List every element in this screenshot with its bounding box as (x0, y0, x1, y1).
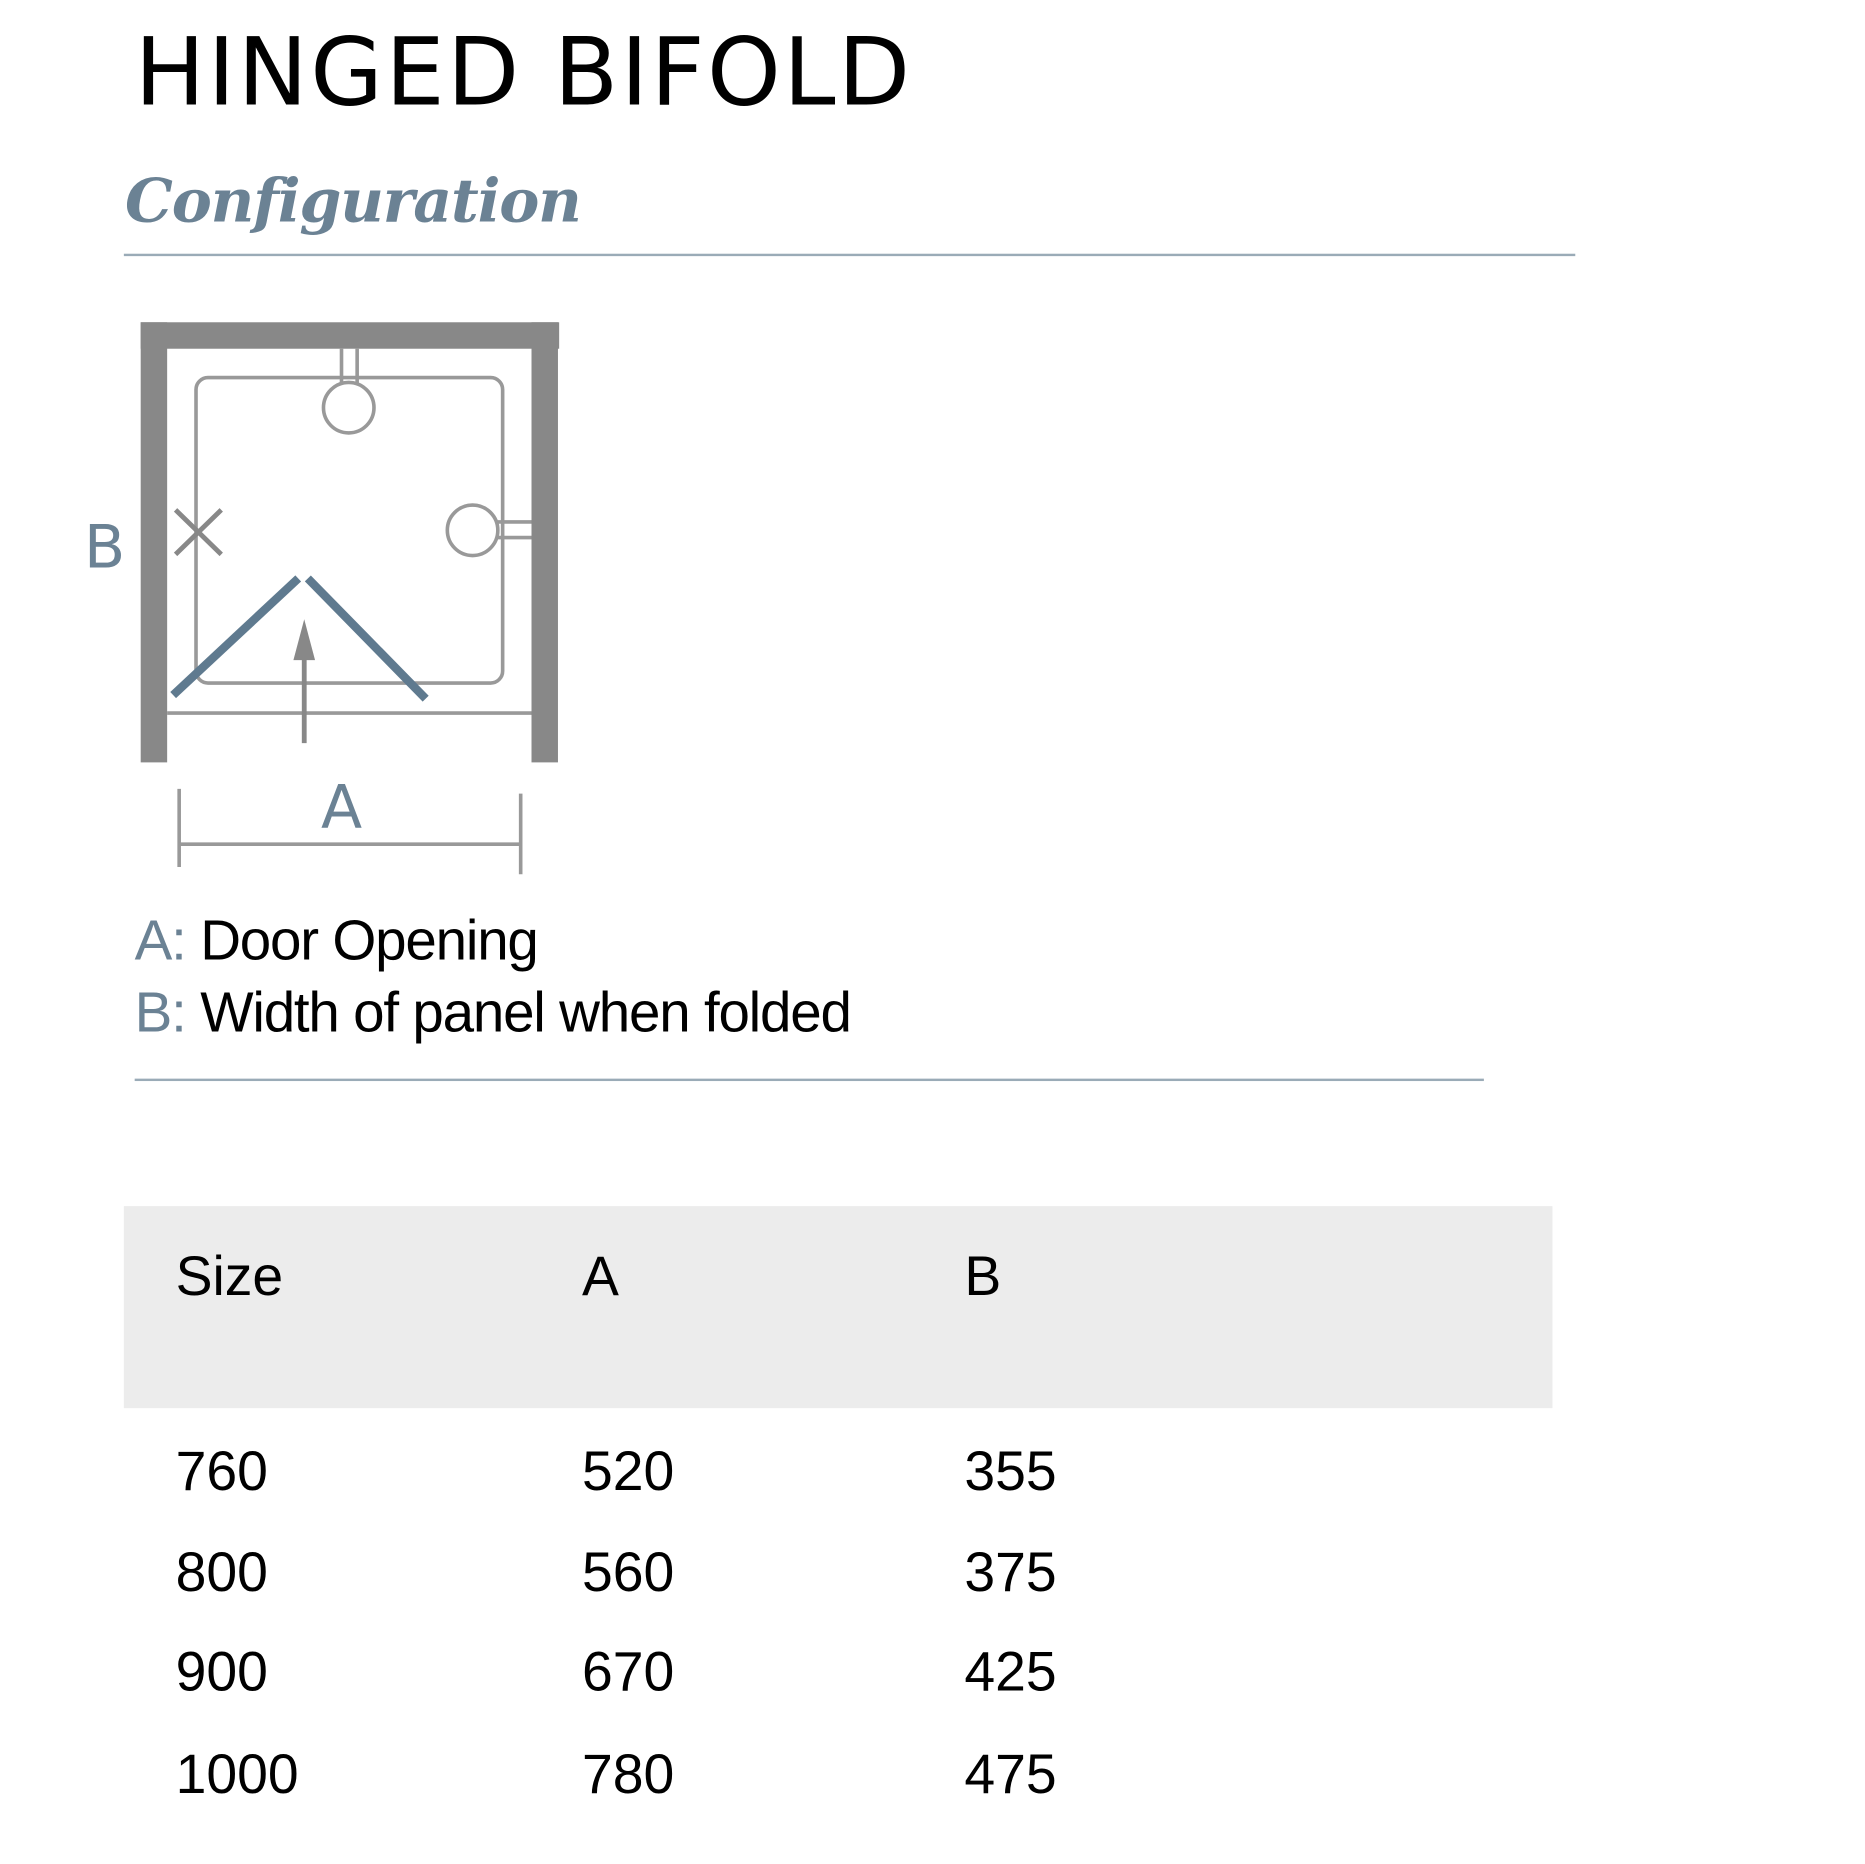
table-cell: 800 (175, 1540, 268, 1603)
table-cell: 355 (964, 1439, 1057, 1502)
table-cell: 520 (582, 1439, 675, 1502)
shower-head-icon (323, 349, 374, 433)
shower-configuration-diagram (72, 313, 577, 890)
column-header-b: B (964, 1244, 1002, 1308)
table-header-row (124, 1206, 1553, 1408)
legend-key: A: (134, 907, 186, 972)
table-cell: 670 (582, 1640, 675, 1703)
table-cell: 560 (582, 1540, 675, 1603)
shower-valve-icon (447, 505, 531, 556)
table-cell: 900 (175, 1640, 268, 1703)
page-title: HINGED BIFOLD (134, 19, 913, 128)
table-cell: 475 (964, 1742, 1057, 1805)
legend-item-b (135, 976, 851, 1048)
table-cell: 1000 (175, 1742, 299, 1805)
divider-middle (135, 1079, 1484, 1081)
legend-text: Width of panel when folded (200, 980, 851, 1044)
dimension-a-label: A (320, 772, 363, 843)
section-subtitle: Configuration (125, 164, 581, 236)
table-cell: 425 (964, 1640, 1057, 1703)
diagram-legend (135, 904, 851, 1048)
legend-item-a (135, 904, 851, 976)
table-cell: 375 (964, 1540, 1057, 1603)
legend-text: Door Opening (200, 907, 538, 972)
table-cell: 780 (582, 1742, 675, 1805)
hinge-cross-icon (176, 510, 222, 554)
column-header-a: A (582, 1244, 619, 1308)
legend-key: B: (134, 980, 186, 1044)
dimension-b-label: B (83, 512, 126, 583)
divider-top (124, 254, 1575, 256)
column-header-size: Size (175, 1244, 284, 1308)
table-cell: 760 (175, 1439, 268, 1502)
